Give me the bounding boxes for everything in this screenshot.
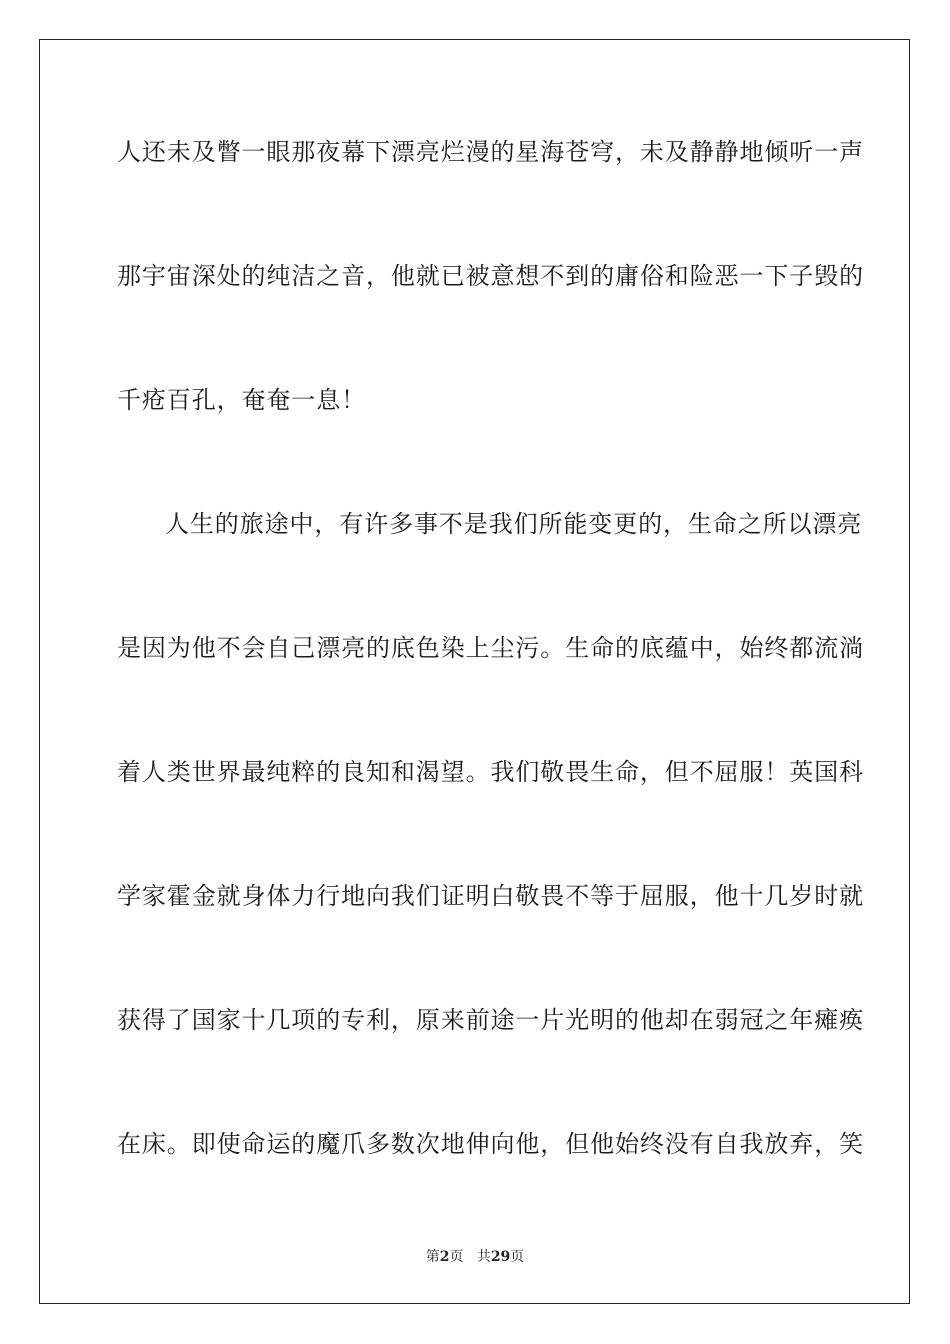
body-text-line: 是因为他不会自己漂亮的底色染上尘污。生命的底蕴中，始终都流淌	[117, 634, 864, 662]
page-prefix: 第	[425, 1249, 440, 1265]
body-text-line: 着人类世界最纯粹的良知和渴望。我们敬畏生命，但不屈服！英国科	[117, 758, 864, 786]
body-text-line: 人还未及瞥一眼那夜幕下漂亮烂漫的星海苍穹，未及静静地倾听一声	[117, 138, 864, 166]
body-text-line: 那宇宙深处的纯洁之音，他就已被意想不到的庸俗和险恶一下子毁的	[117, 262, 864, 290]
page-footer	[0, 1248, 950, 1266]
total-pages: 29	[490, 1249, 511, 1265]
total-suffix: 页	[510, 1249, 525, 1265]
body-text-line: 在床。即使命运的魔爪多数次地伸向他，但他始终没有自我放弃，笑	[117, 1130, 864, 1158]
page-suffix: 页	[449, 1249, 464, 1265]
body-text-line: 获得了国家十几项的专利，原来前途一片光明的他却在弱冠之年瘫痪	[117, 1006, 864, 1034]
page-number: 2	[439, 1249, 450, 1265]
body-text-line: 千疮百孔，奄奄一息！	[117, 386, 366, 414]
paragraph-first-line: 人生的旅途中，有许多事不是我们所能变更的，生命之所以漂亮	[165, 510, 863, 538]
total-prefix: 共	[476, 1249, 491, 1265]
body-text-line: 学家霍金就身体力行地向我们证明白敬畏不等于屈服，他十几岁时就	[117, 882, 864, 910]
page-border	[39, 39, 910, 1304]
